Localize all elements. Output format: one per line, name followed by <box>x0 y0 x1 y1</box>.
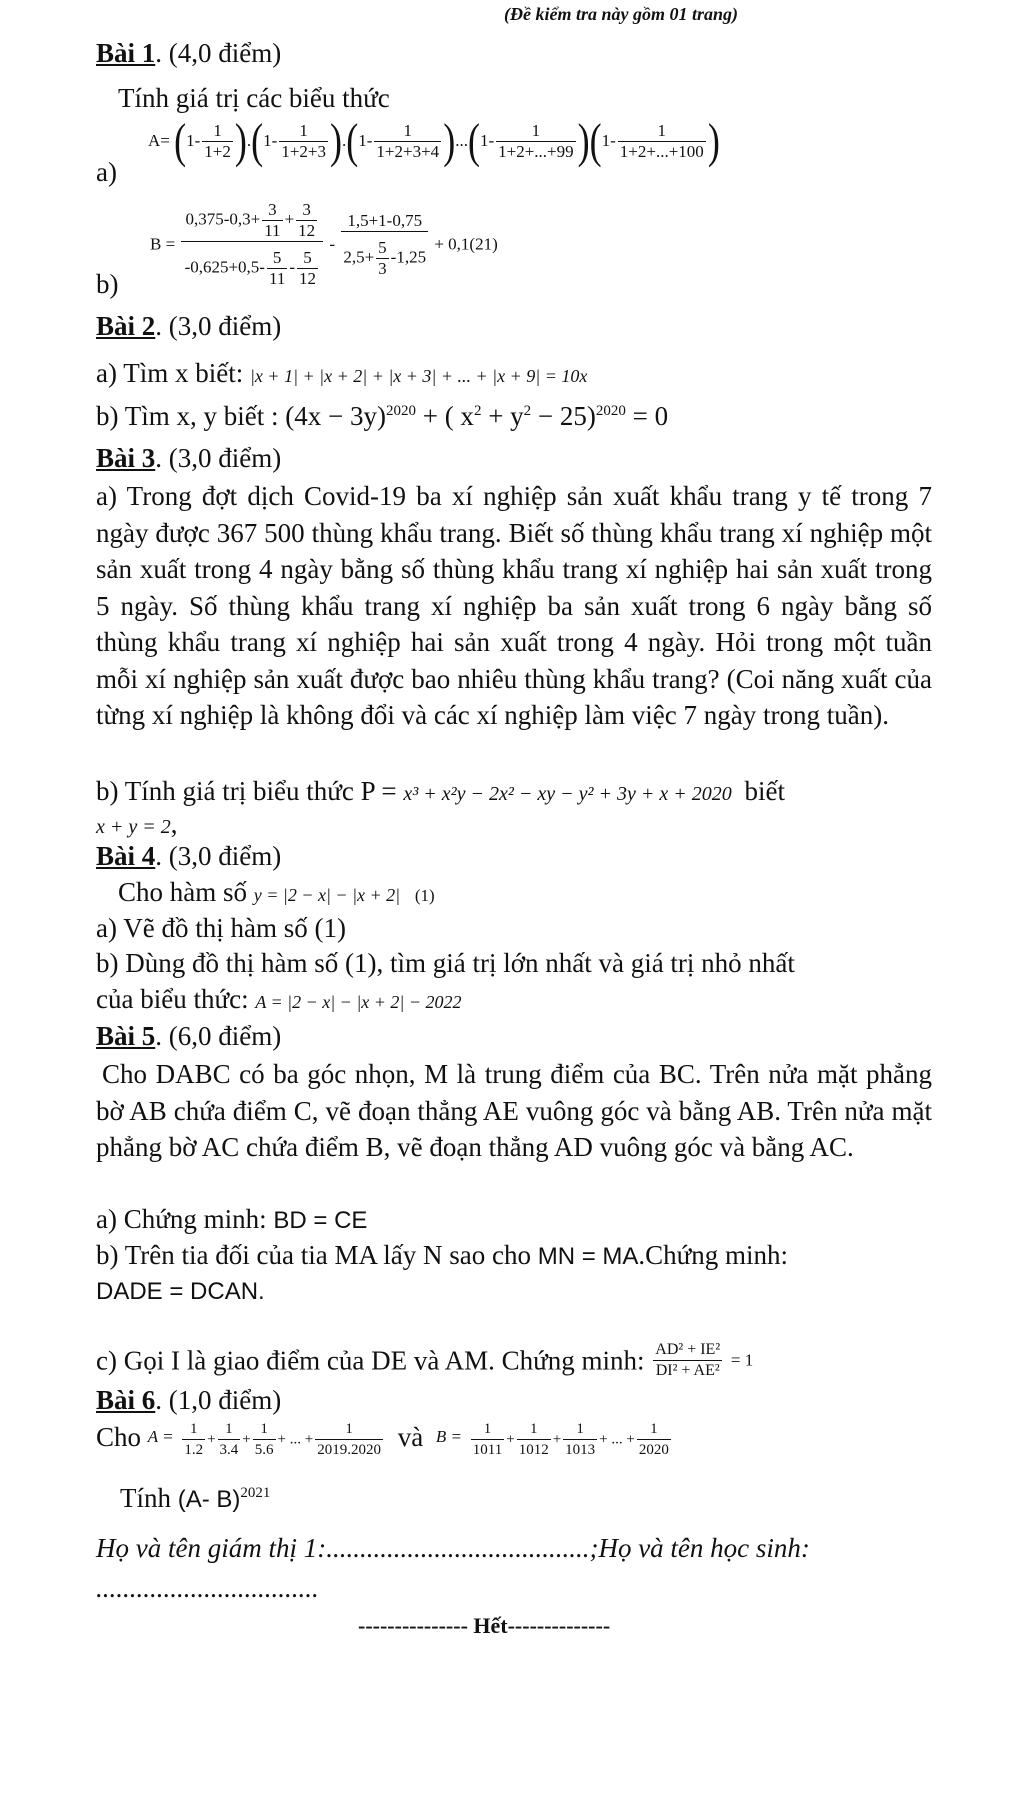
bai6-heading <box>96 1384 281 1416</box>
A-separator: ... <box>455 131 468 150</box>
A-factor: (1- $\frac{1}{1+2+3+4}$ ) <box>346 114 456 168</box>
B-f1-den-frac1: $\frac{5}{11}$ <box>268 248 286 288</box>
bai2-points: . (3,0 điểm) <box>155 311 282 341</box>
bai6-B-fraction: $\frac{1}{1011}$ <box>472 1421 503 1459</box>
bai3-points: . (3,0 điểm) <box>155 443 282 473</box>
bai5-b-expr: MN = MA <box>537 1243 639 1270</box>
B-f2-den-frac: $\frac{5}{3}$ <box>378 237 387 278</box>
bai6-points: . (1,0 điểm) <box>155 1385 282 1415</box>
B-f1-num-a: 0,375-0,3+ <box>185 209 261 229</box>
bai6-B-plus: + <box>552 1431 562 1448</box>
B-f1-minus: - <box>289 257 296 277</box>
end-marker: --------------- Hết-------------- <box>358 1613 611 1638</box>
bai4-b-line2: của biểu thức: A = |2 − x| − |x + 2| − 2022 <box>96 984 462 1014</box>
bai6-B-fraction: $\frac{1}{1013}$ <box>565 1421 596 1459</box>
bai3-b-text: b) Tính giá trị biểu thức <box>96 776 354 806</box>
bai2-a-expr: |x + 1| + |x + 2| + |x + 3| + ... + |x + 9| = 10x <box>249 366 588 386</box>
A-factor: (1- $\frac{1}{1+2+3}$ ) <box>251 114 342 168</box>
B-minus: - <box>329 234 336 254</box>
bai1-expression-A <box>148 114 720 168</box>
bai4-b-expr: A = |2 − x| − |x + 2| − 2022 <box>255 992 462 1012</box>
bai5-heading <box>96 1020 281 1052</box>
bai3-heading <box>96 442 281 474</box>
B-tail: + 0,1(21) <box>434 234 498 254</box>
bai5-a: a) Chứng minh: BD = CE <box>96 1204 368 1234</box>
bai4-func: y = |2 − x| − |x + 2| <box>253 885 401 905</box>
proctor-line: Họ và tên giám thị 1:.......................................;Họ và tên học sinh: <box>96 1533 810 1563</box>
A-factor: (1- $\frac{1}{1+2+...+99}$ ) <box>467 114 590 168</box>
A-product <box>174 114 720 168</box>
bai2-title: Bài 2 <box>96 311 156 341</box>
bai5-b: b) Trên tia đối của tia MA lấy N sao cho MN = MA.Chứng minh: <box>96 1240 789 1270</box>
bai6-compute: Tính (A- B)$^{2021}$ <box>120 1483 271 1513</box>
B-f1-num-frac1: $\frac{3}{11}$ <box>264 200 281 240</box>
bai6-B-lhs: B = <box>435 1426 463 1446</box>
bai2-heading <box>96 310 281 342</box>
bai4-func-tag: (1) <box>414 886 435 905</box>
bai5-c-rhs: = 1 <box>730 1350 754 1370</box>
bai1-title: Bài 1 <box>96 38 156 68</box>
B-fraction-2: 1,5+1-0,75 2,5+ $\frac{5}{3}$ -1,25 <box>343 210 427 278</box>
B-lhs: B = <box>150 234 176 254</box>
bai1-b-label: b) <box>96 269 119 299</box>
bai5-title: Bài 5 <box>96 1021 156 1051</box>
bai1-a-label: a) <box>96 157 117 187</box>
bai5-c-fraction: $\frac{\text{AD² + IE²}}{\text{DI² + AE²}}$ <box>655 1341 721 1379</box>
B-f1-plus: + <box>284 209 295 229</box>
bai1-heading <box>96 37 281 69</box>
bai5-points: . (6,0 điểm) <box>155 1021 282 1051</box>
bai6-A-plus: + ... + <box>277 1431 314 1448</box>
bai6-A-sum <box>180 1421 385 1459</box>
A-separator: . <box>246 131 252 150</box>
B-f1-den-a: -0,625+0,5- <box>184 257 265 277</box>
bai6-A-fraction: $\frac{1}{2019.2020}$ <box>317 1421 381 1459</box>
B-f1-den-frac2: $\frac{5}{12}$ <box>299 248 317 288</box>
bai2-b-text: b) Tìm x, y biết : <box>96 401 279 431</box>
bai3-b-know: biết <box>744 776 785 806</box>
bai6-A-fraction: $\frac{1}{3.4}$ <box>219 1421 239 1459</box>
document-header: (Đề kiểm tra này gồm 01 trang) <box>504 4 738 24</box>
bai2-b-expr: $(4x - 3y)^{2020}$ + ( $x^2 + y^2 - 25)^{2020} = 0$ <box>285 401 669 431</box>
A-separator: . <box>342 131 347 150</box>
student-name-line: ................................. <box>96 1573 319 1603</box>
bai2-b <box>96 400 668 432</box>
bai5-c: c) Gọi I là giao điểm của DE và AM. Chứng minh: $\frac{\text{AD² + IE²}}{\text{DI² + AE²}}$ = 1 <box>96 1341 754 1379</box>
bai6-A-fraction: $\frac{1}{5.6}$ <box>254 1421 274 1459</box>
bai5-a-expr: BD = CE <box>273 1207 368 1234</box>
A-lhs: A= <box>148 131 170 150</box>
bai3-title: Bài 3 <box>96 443 156 473</box>
bai6-B-fraction: $\frac{1}{2020}$ <box>638 1421 669 1459</box>
bai6-B-plus: + ... + <box>599 1431 635 1448</box>
bai6-A-plus: + <box>242 1431 251 1448</box>
bai2-a-text: a) Tìm x biết: <box>96 358 244 388</box>
bai6-given: Cho A = $\frac{1}{1.2}$ + $\frac{1}{3.4}$ + $\frac{1}{5.6}$ + ... + $\frac{1}{2019.2020}$ và B = $\frac{1}{1011}$ + $\frac{1}{1012}$ + $\frac{1}{1013}$ + ... + $\frac{1}{2020}$ <box>96 1418 673 1460</box>
bai5-b-line2: DADE = DCAN. <box>96 1278 265 1305</box>
bai1-intro: Tính giá trị các biểu thức <box>118 83 390 113</box>
B-f2-den-a: 2,5+ <box>343 246 375 266</box>
bai5-paragraph: Cho DABC có ba góc nhọn, M là trung điểm của BC. Trên nửa mặt phẳng bờ AB chứa điểm C, vẽ đoạn thẳng AE vuông góc và bằng AB. Trên nửa mặt phẳng bờ AC chứa điểm B, vẽ đoạn thẳng AD vuông góc và bằng AC. <box>96 1059 932 1162</box>
bai1-expression-B <box>150 200 498 289</box>
B-fraction-1 <box>181 200 323 289</box>
bai4-heading <box>96 840 281 872</box>
B-f2-den-b: -1,25 <box>390 246 427 266</box>
bai3-b-expr: x³ + x²y − 2x² − xy − y² + 3y + x + 2020 <box>403 783 732 805</box>
bai3-b-P: P = <box>360 776 397 806</box>
bai6-B-fraction: $\frac{1}{1012}$ <box>518 1421 549 1459</box>
bai4-points: . (3,0 điểm) <box>155 841 282 871</box>
bai3-b <box>96 775 785 810</box>
A-factor: (1- $\frac{1}{1+2+...+100}$ ) <box>589 114 720 168</box>
bai6-B-sum <box>469 1421 673 1459</box>
bai6-B-plus: + <box>506 1431 515 1448</box>
bai2-a <box>96 357 587 392</box>
bai4-title: Bài 4 <box>96 841 156 871</box>
A-factor: (1- $\frac{1}{1+2}$ ) <box>174 114 247 168</box>
bai4-intro: Cho hàm số y = |2 − x| − |x + 2| (1) <box>118 877 435 907</box>
bai4-a: a) Vẽ đồ thị hàm số (1) <box>96 913 346 943</box>
bai6-A-plus: + <box>207 1431 216 1448</box>
bai6-title: Bài 6 <box>96 1385 156 1415</box>
bai3-b-condition: x + y = 2, <box>96 809 178 839</box>
bai4-b: b) Dùng đồ thị hàm số (1), tìm giá trị lớn nhất và giá trị nhỏ nhất <box>96 948 795 978</box>
bai6-A-fraction: $\frac{1}{1.2}$ <box>184 1421 204 1459</box>
bai3-a-paragraph: a) Trong đợt dịch Covid-19 ba xí nghiệp sản xuất khẩu trang y tế trong 7 ngày được 367 500 thùng khẩu trang. Biết số thùng khẩu trang xí nghiệp một sản xuất trong 4 ngày bằng số thùng khẩu trang xí nghiệp hai sản xuất trong 5 ngày. Số thùng khẩu trang xí nghiệp ba sản xuất trong 6 ngày bằng số thùng khẩu trang xí nghiệp hai sản xuất trong 4 ngày. Hỏi trong một tuần mỗi xí nghiệp sản xuất được bao nhiêu thùng khẩu trang? (Coi năng xuất của từng xí nghiệp là không đổi và các xí nghiệp làm việc 7 ngày trong tuần). <box>96 481 932 730</box>
bai1-points: . (4,0 điểm) <box>155 38 282 68</box>
bai6-A-lhs: A = <box>147 1426 174 1446</box>
bai6-compute-expr: (A- B) <box>177 1486 241 1513</box>
B-f1-num-frac2: $\frac{3}{12}$ <box>298 200 316 240</box>
